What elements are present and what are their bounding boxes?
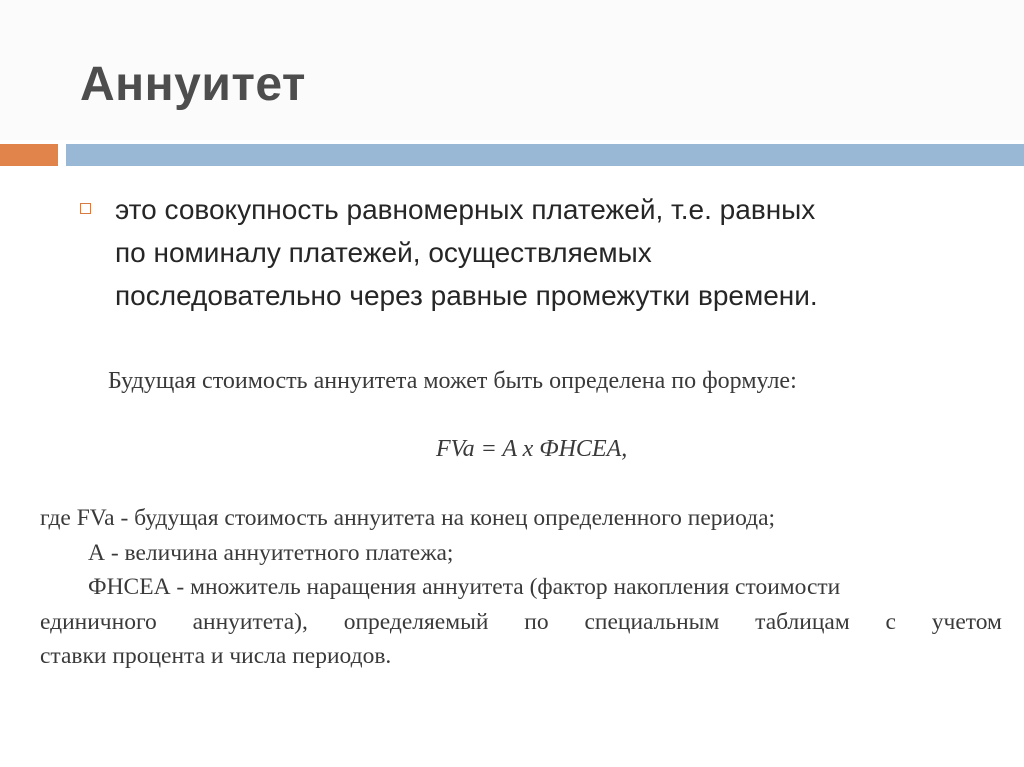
word: по	[524, 608, 549, 635]
word: аннуитета),	[192, 608, 308, 635]
slide-title: Аннуитет	[80, 58, 306, 111]
bullet-line-3: последовательно через равные промежутки времени.	[115, 280, 818, 311]
definition-continuation	[40, 605, 1002, 640]
word: с	[885, 608, 896, 635]
word: специальным	[584, 608, 720, 635]
definition-fncea: ФНСЕА - множитель наращения аннуитета (фактор накопления стоимости	[88, 574, 841, 600]
bullet-text	[115, 188, 995, 317]
formula: FVa = A x ФНСЕА,	[436, 436, 628, 462]
accent-bar-blue	[66, 144, 1024, 166]
definition-a: А - величина аннуитетного платежа;	[88, 539, 454, 566]
title-area	[0, 0, 1024, 140]
definition-end: ставки процента и числа периодов.	[40, 643, 392, 669]
definition-fva: где FVa - будущая стоимость аннуитета на конец определенного периода;	[40, 505, 776, 531]
formula-intro: Будущая стоимость аннуитета может быть определена по формуле:	[108, 368, 797, 394]
bullet-line-1: это совокупность равномерных платежей, т.е. равных	[115, 194, 816, 225]
word: определяемый	[343, 608, 489, 635]
bullet-line-2: по номиналу платежей, осуществляемых	[115, 237, 652, 268]
word: таблицам	[755, 608, 850, 635]
definitions	[40, 501, 1002, 674]
word: единичного	[40, 608, 157, 635]
accent-bar-orange	[0, 144, 58, 166]
hollow-square-bullet-icon	[80, 203, 91, 214]
word: учетом	[931, 608, 1002, 635]
